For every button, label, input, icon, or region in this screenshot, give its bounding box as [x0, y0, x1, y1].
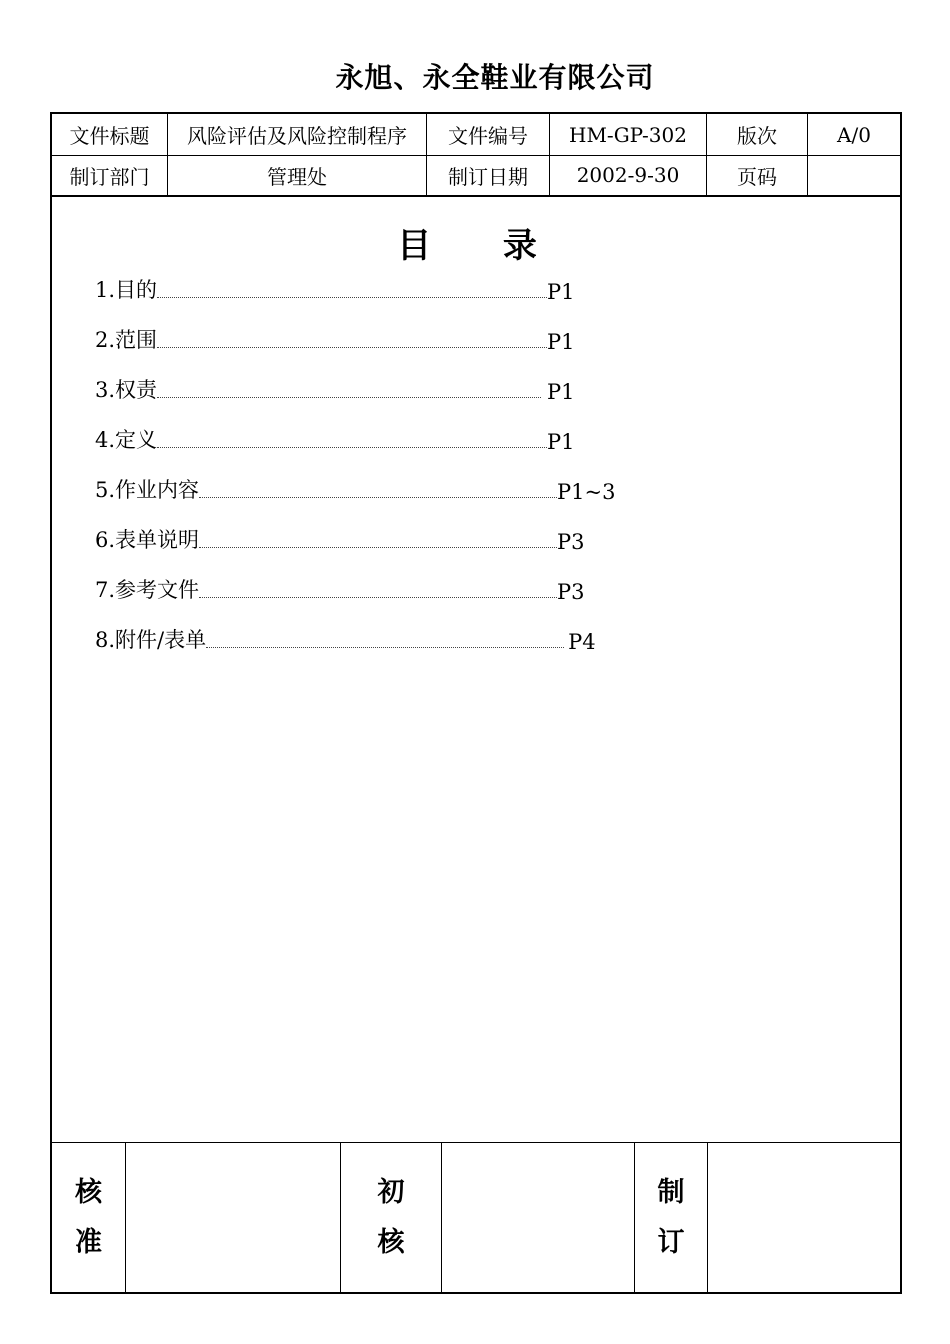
- date-value: 2002-9-30: [550, 155, 707, 195]
- toc-item-label: 3.权责: [95, 378, 158, 402]
- toc-item: [95, 376, 575, 404]
- page-value: [808, 155, 900, 195]
- approve-char-1: 核: [75, 1176, 102, 1208]
- review-char-1: 初: [377, 1176, 405, 1208]
- version-label: 版次: [707, 114, 808, 155]
- document-frame: [50, 112, 902, 1294]
- draft-label: [635, 1143, 708, 1292]
- title-value: 风险评估及风险控制程序: [168, 114, 427, 155]
- toc-leader-dots: [157, 347, 547, 348]
- toc-item: [95, 426, 575, 454]
- approve-label: [52, 1143, 126, 1292]
- toc-leader-dots: [199, 497, 557, 498]
- header-row-1: [52, 114, 900, 156]
- toc-item: [95, 526, 585, 554]
- toc-item-label: 2.范围: [95, 328, 158, 352]
- toc-item-page: P4: [568, 630, 596, 654]
- title-label: 文件标题: [52, 114, 168, 155]
- approve-char-2: 准: [75, 1226, 102, 1258]
- draft-char-1: 制: [657, 1176, 685, 1208]
- toc-item: [95, 476, 616, 504]
- toc-leader-dots: [157, 447, 547, 448]
- toc-item-page: P1: [547, 430, 575, 454]
- toc-item-page: P1: [547, 330, 575, 354]
- toc-item-page: P1: [547, 380, 575, 404]
- version-value: A/0: [837, 122, 871, 147]
- toc-item-label: 6.表单说明: [95, 528, 200, 552]
- review-signature-field[interactable]: [442, 1143, 635, 1292]
- toc-item-page: P1~3: [557, 480, 616, 504]
- date-label: 制订日期: [427, 155, 550, 195]
- dept-label: 制订部门: [52, 155, 168, 195]
- toc-leader-dots: [206, 647, 564, 648]
- review-label: [341, 1143, 442, 1292]
- number-label: 文件编号: [427, 114, 550, 155]
- page-label: 页码: [707, 155, 808, 195]
- header-row-2: [52, 155, 900, 197]
- toc-item-label: 7.参考文件: [95, 578, 200, 602]
- toc-item: [95, 576, 585, 604]
- toc-item-label: 5.作业内容: [95, 478, 200, 502]
- toc-leader-dots: [199, 547, 557, 548]
- signoff-table: [52, 1142, 900, 1292]
- company-name: 永旭、永全鞋业有限公司: [335, 61, 655, 94]
- review-char-2: 核: [377, 1226, 405, 1258]
- toc-item: [95, 276, 575, 304]
- draft-signature-field[interactable]: [708, 1143, 900, 1292]
- toc-leader-dots: [157, 397, 541, 398]
- toc-item-page: P3: [557, 580, 585, 604]
- dept-value: 管理处: [168, 155, 427, 195]
- toc-item-label: 8.附件/表单: [95, 628, 207, 652]
- toc-item-page: P1: [547, 280, 575, 304]
- number-value: HM-GP-302: [550, 114, 707, 155]
- toc-item: [95, 626, 596, 654]
- toc-leader-dots: [157, 297, 547, 298]
- toc-item-label: 1.目的: [95, 278, 158, 302]
- approve-signature-field[interactable]: [126, 1143, 341, 1292]
- toc-item-page: P3: [557, 530, 585, 554]
- toc-item-label: 4.定义: [95, 428, 158, 452]
- toc-leader-dots: [199, 597, 557, 598]
- toc-item: [95, 326, 575, 354]
- draft-char-2: 订: [657, 1226, 685, 1258]
- toc-title: 目 录: [397, 226, 567, 266]
